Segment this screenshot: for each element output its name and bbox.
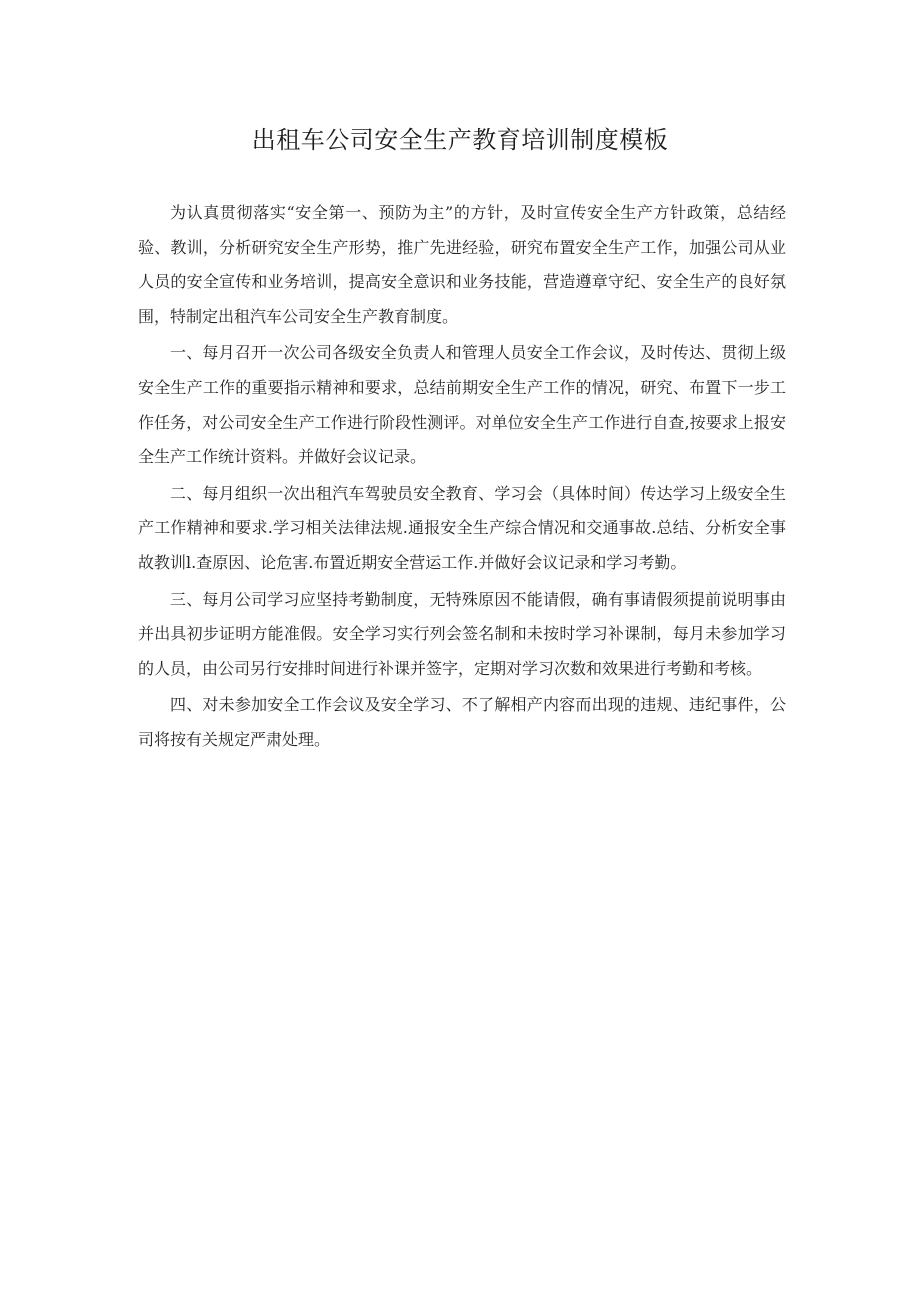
- document-body: [138, 196, 786, 760]
- clause-1-paragraph: 一、每月召开一次公司各级安全负责人和管理人员安全工作会议，及时传达、贯彻上级安全生产工作的重要指示精神和要求，总结前期安全生产工作的情况，研究、布置下一步工作任务，对公司安全生产工作进行阶段性测评。对单位安全生产工作进行自查,按要求上报安全生产工作统计资料。并做好会议记录。: [138, 343, 786, 467]
- intro-paragraph: 为认真贯彻落实“安全第一、预防为主”的方针，及时宣传安全生产方针政策，总结经验、教训，分析研究安全生产形势，推广先进经验，研究布置安全生产工作，加强公司从业人员的安全宣传和业务培训，提高安全意识和业务技能，营造遵章守纪、安全生产的良好氛围，特制定出租汽车公司安全生产教育制度。: [138, 203, 786, 326]
- clause-4-paragraph: 四、对未参加安全工作会议及安全学习、不了解相产内容而出现的违规、违纪事件，公司将按有关规定严肃处理。: [138, 695, 786, 749]
- clause-3-paragraph: 三、每月公司学习应坚持考勤制度，无特殊原因不能请假，确有事请假须提前说明事由并出具初步证明方能准假。安全学习实行列会签名制和未按时学习补课制，每月未参加学习的人员，由公司另行安排时间进行补课并签字，定期对学习次数和效果进行考勤和考核。: [138, 589, 786, 678]
- document-title: 出租车公司安全生产教育培训制度模板: [251, 126, 669, 154]
- clause-2-paragraph: 二、每月组织一次出租汽车驾驶员安全教育、学习会（具体时间）传达学习上级安全生产工作精神和要求.学习相关法律法规.通报安全生产综合情况和交通事故.总结、分析安全事故教训l.查原因、论危害.布置近期安全营运工作.并做好会议记录和学习考勤。: [138, 483, 786, 572]
